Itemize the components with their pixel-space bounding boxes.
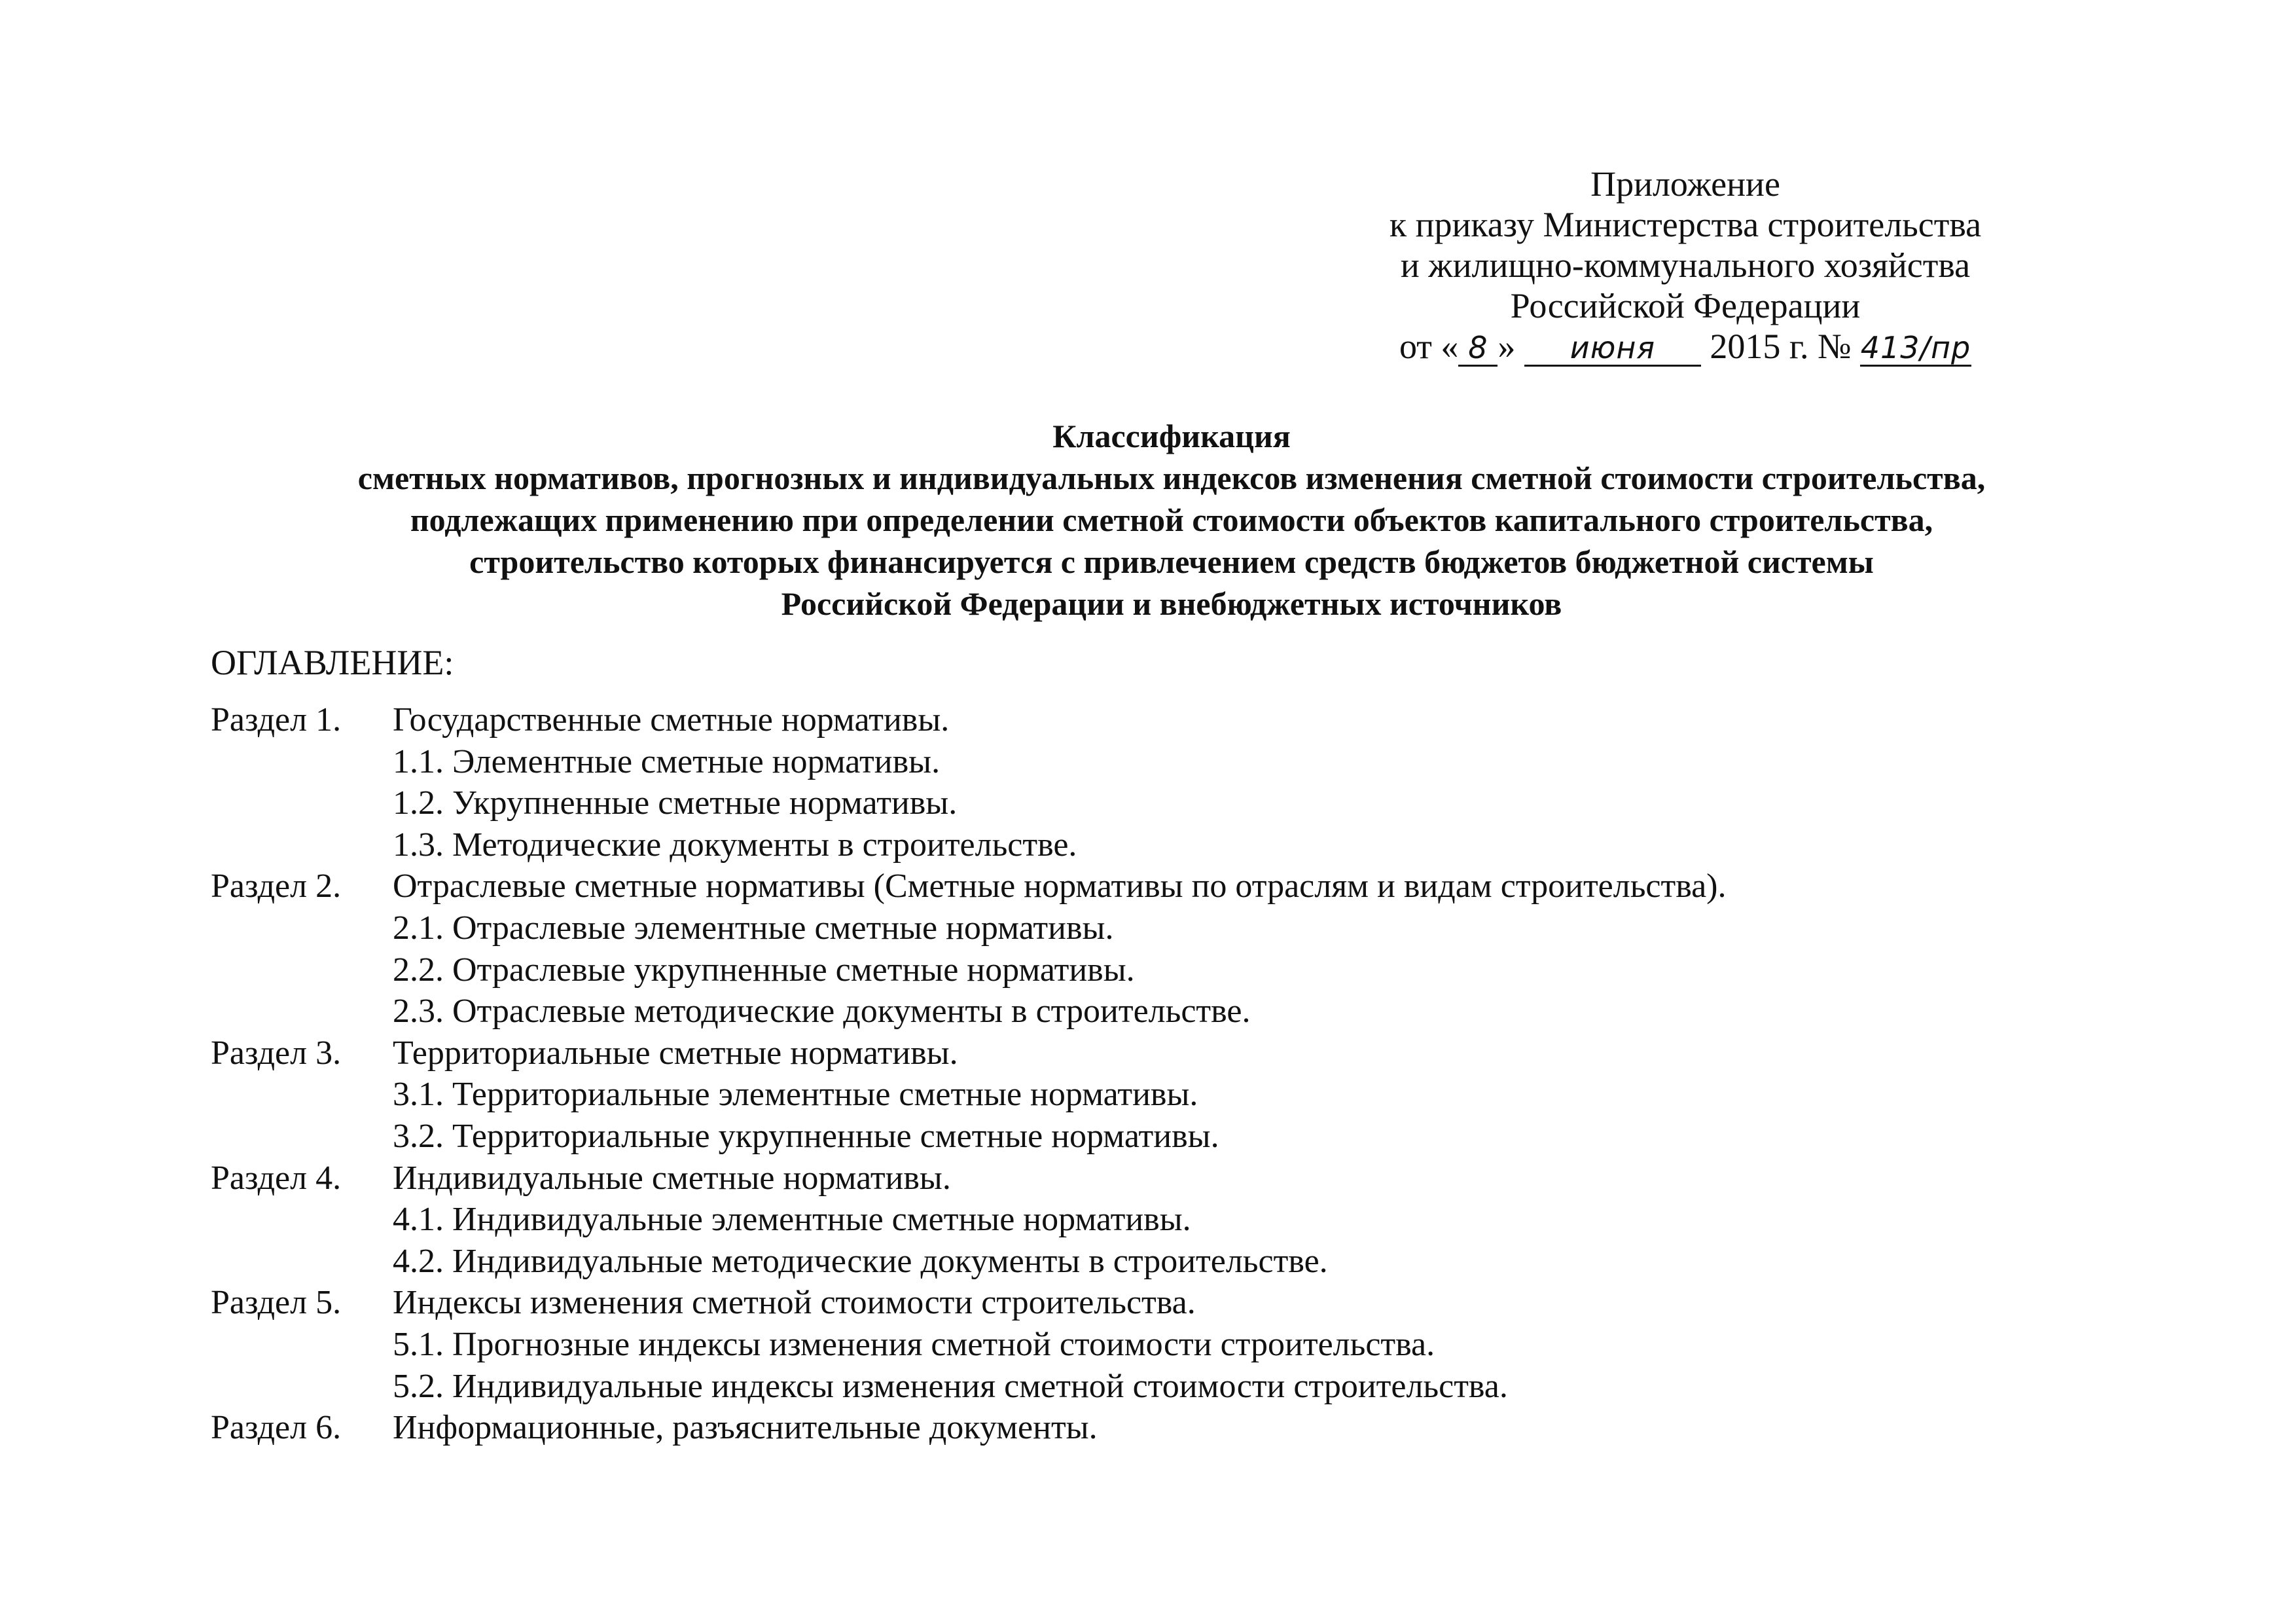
toc-section-title: Индивидуальные сметные нормативы. [393,1159,951,1197]
toc-subsection-title: 3.1. Территориальные элементные сметные нормативы. [393,1076,1198,1114]
toc-subsection [211,949,2174,991]
title-line-1: Классификация [1052,418,1291,454]
toc-subsection-title: 2.3. Отраслевые методические документы в строительстве. [393,993,1251,1030]
toc-subsection-title: 1.1. Элементные сметные нормативы. [393,742,941,780]
order-number-handwritten: 413/пр [1860,330,1971,365]
toc-subsection-title: 2.1. Отраслевые элементные сметные нормативы. [393,909,1114,947]
toc-section-title: Государственные сметные нормативы. [393,701,950,739]
date-mid: » [1498,327,1516,366]
toc-heading: ОГЛАВЛЕНИЕ: [211,643,454,682]
toc-subsection-title: 4.1. Индивидуальные элементные сметные нормативы. [393,1201,1191,1239]
toc-section [211,1282,2174,1324]
toc-subsection [211,991,2174,1032]
annex-header [1342,164,2029,367]
title-line-5: Российской Федерации и внебюджетных источников [781,585,1562,622]
toc-section-label: Раздел 3. [211,1034,342,1072]
toc-section [211,1032,2174,1074]
toc-subsection-title: 3.2. Территориальные укрупненные сметные нормативы. [393,1117,1219,1155]
annex-date-line [1342,326,2029,367]
toc-subsection [211,1116,2174,1158]
document-title [131,415,2212,625]
annex-line-order: к приказу Министерства строительства [1389,205,1982,244]
toc-subsection [211,1199,2174,1241]
toc-subsection [211,1241,2174,1283]
toc-subsection-title: 1.3. Методические документы в строительстве. [393,826,1077,864]
toc-subsection-title: 5.1. Прогнозные индексы изменения сметной стоимости строительства. [393,1325,1435,1363]
date-day-field [1458,329,1498,367]
toc-section-label: Раздел 6. [211,1409,342,1447]
toc-section-label: Раздел 1. [211,701,342,739]
annex-line-country: Российской Федерации [1510,286,1861,325]
title-line-2: сметных нормативов, прогнозных и индивидуальных индексов изменения сметной стоимости строительства, [357,460,1986,496]
toc-section-title: Индексы изменения сметной стоимости строительства. [393,1284,1196,1322]
date-prefix: от « [1399,327,1459,366]
toc-subsection [211,824,2174,866]
toc-subsection-title: 1.2. Укрупненные сметные нормативы. [393,784,958,822]
toc-section-label: Раздел 4. [211,1159,342,1197]
toc-subsection [211,1366,2174,1408]
toc-section [211,699,2174,741]
toc-section-title: Отраслевые сметные нормативы (Сметные нормативы по отраслям и видам строительства). [393,867,1727,905]
date-month-handwritten: июня [1570,330,1656,365]
toc-section [211,1407,2174,1449]
title-line-4: строительство которых финансируется с привлечением средств бюджетов бюджетной системы [469,543,1874,580]
date-month-field [1524,329,1701,367]
toc-section-title: Информационные, разъяснительные документы. [393,1409,1098,1447]
toc-subsection [211,1324,2174,1366]
toc-subsection [211,782,2174,824]
table-of-contents [211,699,2174,1449]
date-year: 2015 г. № [1710,327,1852,366]
toc-subsection-title: 5.2. Индивидуальные индексы изменения сметной стоимости строительства. [393,1367,1508,1405]
toc-subsection [211,907,2174,949]
toc-section-label: Раздел 2. [211,867,342,905]
toc-section-title: Территориальные сметные нормативы. [393,1034,958,1072]
toc-section [211,1158,2174,1199]
toc-subsection [211,741,2174,783]
toc-subsection [211,1074,2174,1116]
date-day-handwritten: 8 [1468,330,1488,365]
title-line-3: подлежащих применению при определении сметной стоимости объектов капитального строительства, [410,501,1933,538]
order-number-field [1860,329,1971,367]
toc-section [211,866,2174,907]
annex-title: Приложение [1590,164,1780,204]
toc-subsection-title: 2.2. Отраслевые укрупненные сметные нормативы. [393,951,1135,989]
annex-line-ministry: и жилищно-коммунального хозяйства [1400,246,1971,285]
toc-section-label: Раздел 5. [211,1284,342,1322]
toc-subsection-title: 4.2. Индивидуальные методические документы в строительстве. [393,1242,1328,1280]
